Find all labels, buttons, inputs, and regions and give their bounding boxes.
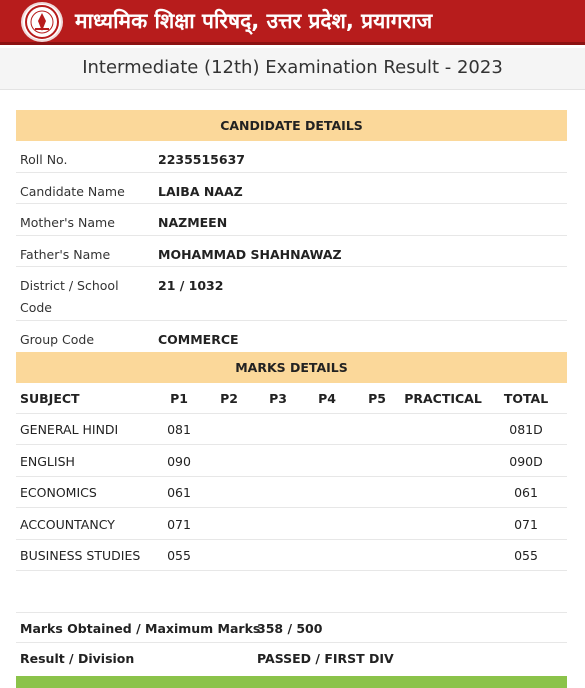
up-board-emblem-icon[interactable] xyxy=(21,2,63,42)
candidate-row-mother xyxy=(16,204,567,236)
candidate-row-district-school xyxy=(16,267,567,321)
total-cell: 055 xyxy=(514,548,538,563)
table-row xyxy=(16,509,567,540)
row-label: Candidate Name xyxy=(20,184,125,199)
summary-label: Result / Division xyxy=(20,651,135,666)
candidate-row-name xyxy=(16,173,567,204)
col-p1: P1 xyxy=(170,391,188,406)
summary-row-marks xyxy=(16,612,567,643)
candidate-row-father xyxy=(16,236,567,267)
col-p4: P4 xyxy=(318,391,336,406)
row-value: 21 / 1032 xyxy=(158,278,224,293)
col-total: TOTAL xyxy=(503,391,549,406)
row-value: LAIBA NAAZ xyxy=(158,184,243,199)
footer-status-bar xyxy=(16,676,567,688)
col-p5: P5 xyxy=(368,391,386,406)
row-label: Roll No. xyxy=(20,152,68,167)
row-value: 2235515637 xyxy=(158,152,245,167)
row-value: COMMERCE xyxy=(158,332,239,347)
summary-value: PASSED / FIRST DIV xyxy=(257,651,394,666)
row-label: District / School Code xyxy=(20,278,119,315)
total-cell: 061 xyxy=(514,485,538,500)
subject-cell: ACCOUNTANCY xyxy=(20,517,115,532)
marks-table-header xyxy=(16,383,567,414)
table-row xyxy=(16,446,567,477)
p1-cell: 071 xyxy=(167,517,191,532)
p1-cell: 061 xyxy=(167,485,191,500)
p1-cell: 081 xyxy=(167,422,191,437)
candidate-row-roll-no xyxy=(16,141,567,173)
summary-row-result xyxy=(16,643,567,674)
summary-value: 358 / 500 xyxy=(257,621,323,636)
col-practical: PRACTICAL xyxy=(404,391,482,406)
site-header xyxy=(0,0,585,45)
summary-label: Marks Obtained / Maximum Marks xyxy=(20,621,261,636)
total-cell: 081D xyxy=(509,422,543,437)
total-cell: 071 xyxy=(514,517,538,532)
col-subject: SUBJECT xyxy=(20,391,80,406)
candidate-row-group-code xyxy=(16,321,567,352)
exam-result-title: Intermediate (12th) Examination Result - 2023 xyxy=(0,48,585,90)
row-label: Father's Name xyxy=(20,247,111,262)
subject-cell: ECONOMICS xyxy=(20,485,97,500)
row-label: Mother's Name xyxy=(20,215,115,230)
p1-cell: 055 xyxy=(167,548,191,563)
subject-cell: BUSINESS STUDIES xyxy=(20,548,141,563)
col-p3: P3 xyxy=(269,391,287,406)
subject-cell: GENERAL HINDI xyxy=(20,422,119,437)
table-row xyxy=(16,477,567,508)
candidate-details-heading: CANDIDATE DETAILS xyxy=(16,110,567,141)
table-row xyxy=(16,540,567,571)
row-value: NAZMEEN xyxy=(158,215,228,230)
subject-cell: ENGLISH xyxy=(20,454,75,469)
table-row xyxy=(16,414,567,445)
col-p2: P2 xyxy=(220,391,238,406)
total-cell: 090D xyxy=(509,454,543,469)
row-value: MOHAMMAD SHAHNAWAZ xyxy=(158,247,342,262)
row-label: Group Code xyxy=(20,332,95,347)
board-name-title: माध्यमिक शिक्षा परिषद्, उत्तर प्रदेश, प्रयागराज xyxy=(75,9,433,33)
marks-details-heading: MARKS DETAILS xyxy=(16,352,567,383)
p1-cell: 090 xyxy=(167,454,191,469)
